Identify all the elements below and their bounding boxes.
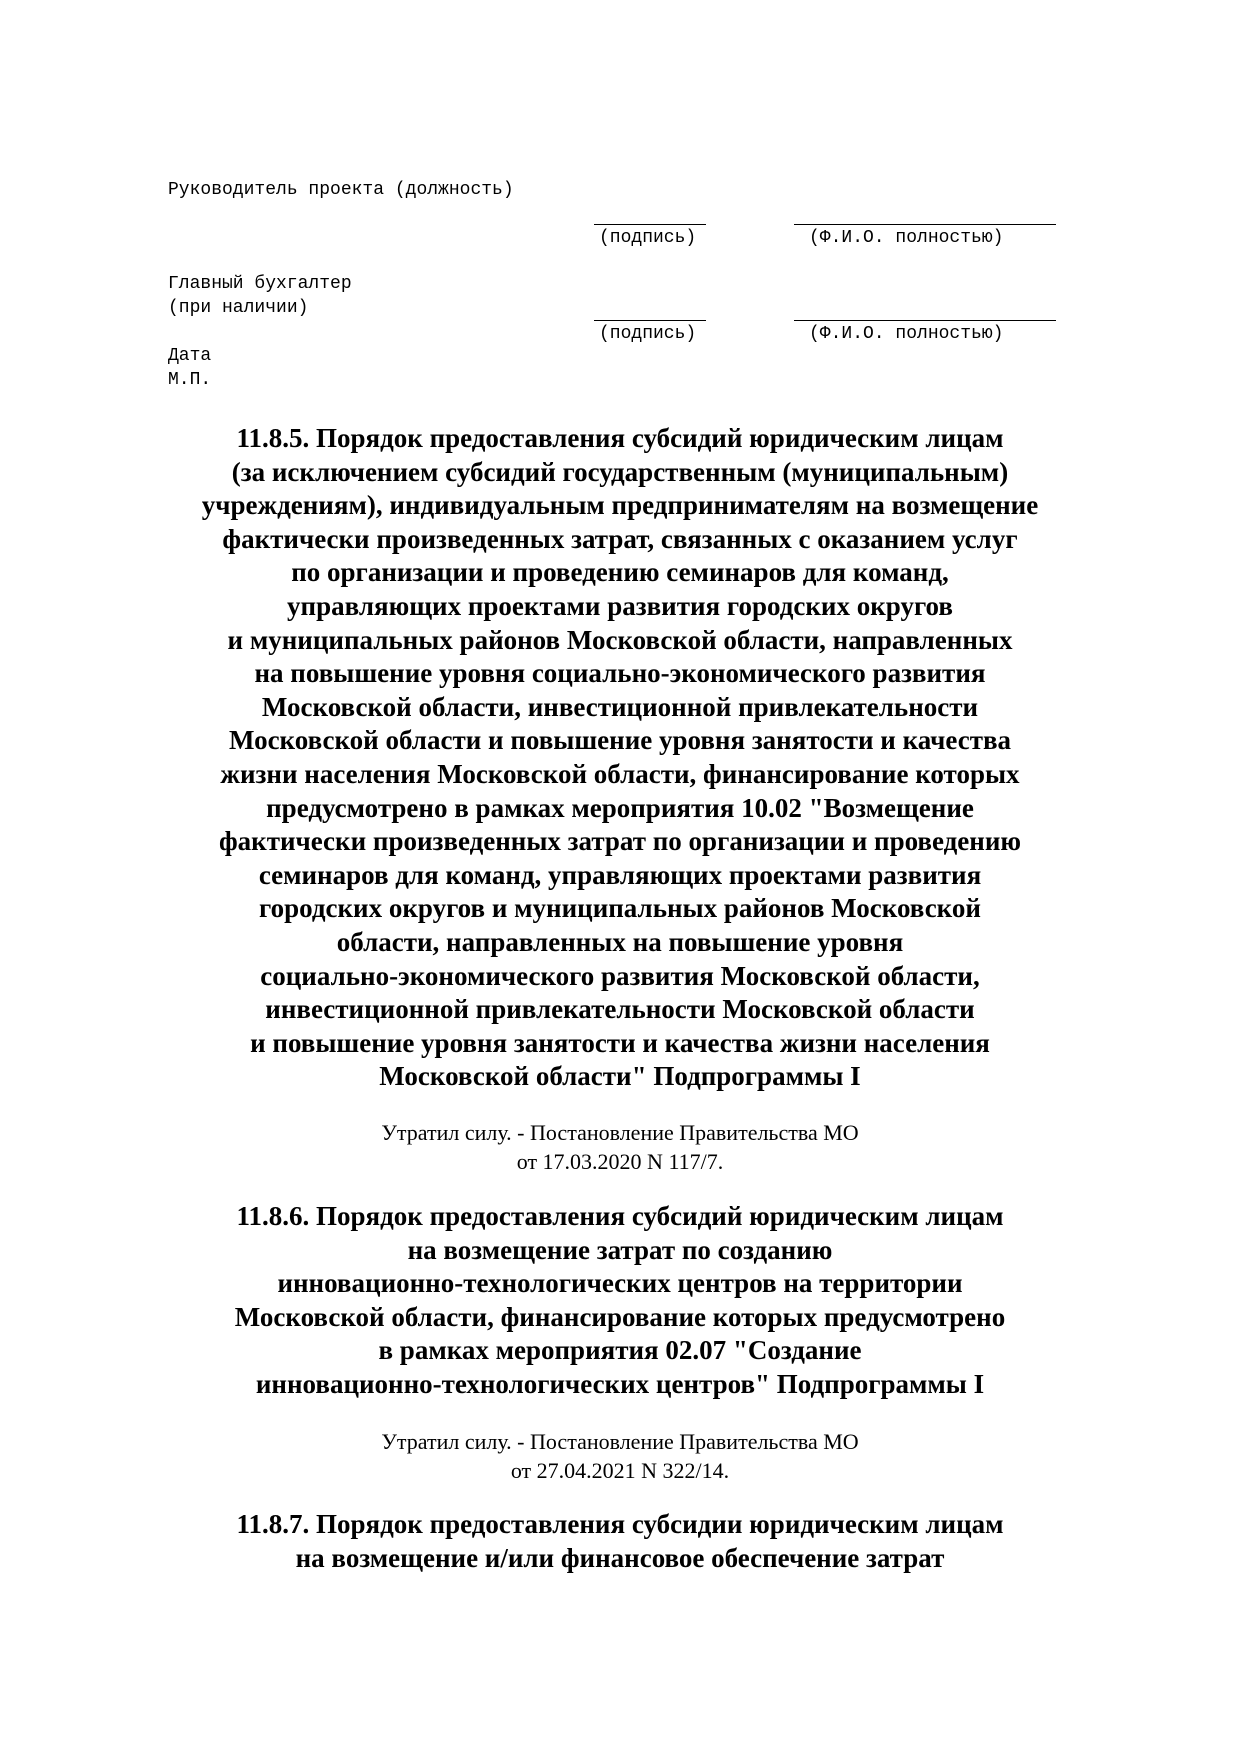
- heading-line: жизни населения Московской области, финансирование которых: [220, 758, 1020, 789]
- heading-line: социально-экономического развития Московской области,: [260, 960, 980, 991]
- project-head-signature-caption: (подпись): [599, 228, 697, 248]
- heading-line: инвестиционной привлекательности Московской области: [265, 994, 975, 1025]
- heading-line: и повышение уровня занятости и качества жизни населения: [250, 1027, 990, 1058]
- section-11-8-5-repeal-note: [150, 1118, 1090, 1176]
- heading-line: фактически произведенных затрат по организации и проведению: [218, 826, 1022, 857]
- chief-accountant-signature-caption: (подпись): [599, 324, 697, 344]
- project-head-signature-line: [594, 224, 706, 225]
- heading-line: области, направленных на повышение уровня: [336, 926, 904, 957]
- heading-line: 11.8.7. Порядок предоставления субсидии юридическим лицам: [236, 1509, 1004, 1539]
- section-11-8-6-heading: [150, 1200, 1090, 1402]
- chief-accountant-label: Главный бухгалтер: [168, 274, 352, 294]
- heading-line: инновационно-технологических центров" Подпрограммы I: [255, 1368, 985, 1399]
- heading-line: семинаров для команд, управляющих проектами развития: [258, 859, 982, 890]
- stamp-label: М.П.: [168, 370, 212, 390]
- heading-line: предусмотрено в рамках мероприятия 10.02 "Возмещение: [266, 792, 974, 823]
- chief-accountant-signature-line: [594, 320, 706, 321]
- heading-line: на возмещение и/или финансовое обеспечение затрат: [295, 1542, 945, 1573]
- note-line: от 17.03.2020 N 117/7.: [516, 1149, 724, 1174]
- heading-line: по организации и проведению семинаров для команд,: [291, 557, 949, 588]
- heading-line: в рамках мероприятия 02.07 "Создание: [378, 1335, 862, 1366]
- heading-line: 11.8.5. Порядок предоставления субсидий юридическим лицам: [236, 423, 1004, 453]
- chief-accountant-note: (при наличии): [168, 298, 309, 318]
- heading-line: Московской области, финансирование которых предусмотрено: [234, 1301, 1006, 1332]
- note-line: Утратил силу. - Постановление Правительства МО: [381, 1429, 859, 1454]
- project-head-fullname-line: [794, 224, 1056, 225]
- heading-line: учреждениям), индивидуальным предпринимателям на возмещение: [201, 490, 1039, 521]
- heading-line: фактически произведенных затрат, связанных с оказанием услуг: [222, 523, 1018, 554]
- heading-line: инновационно-технологических центров на территории: [277, 1268, 963, 1299]
- chief-accountant-fullname-caption: (Ф.И.О. полностью): [809, 324, 1004, 344]
- section-11-8-6-repeal-note: [150, 1427, 1090, 1485]
- heading-line: (за исключением субсидий государственным (муниципальным): [231, 456, 1009, 487]
- note-line: от 27.04.2021 N 322/14.: [510, 1458, 730, 1483]
- heading-line: Московской области и повышение уровня занятости и качества: [228, 725, 1012, 756]
- project-head-label: Руководитель проекта (должность): [168, 180, 514, 200]
- date-label: Дата: [168, 346, 212, 366]
- heading-line: управляющих проектами развития городских округов: [287, 590, 953, 621]
- note-line: Утратил силу. - Постановление Правительства МО: [381, 1120, 859, 1145]
- section-11-8-5-heading: [150, 422, 1090, 1094]
- heading-line: на возмещение затрат по созданию: [407, 1234, 833, 1265]
- heading-line: и муниципальных районов Московской области, направленных: [227, 624, 1013, 655]
- section-11-8-7-heading: [150, 1508, 1090, 1575]
- heading-line: 11.8.6. Порядок предоставления субсидий юридическим лицам: [236, 1201, 1004, 1231]
- chief-accountant-fullname-line: [794, 320, 1056, 321]
- heading-line: Московской области" Подпрограммы I: [379, 1061, 861, 1092]
- heading-line: городских округов и муниципальных районов Московской: [259, 893, 981, 924]
- heading-line: Московской области, инвестиционной привлекательности: [261, 691, 979, 722]
- project-head-fullname-caption: (Ф.И.О. полностью): [809, 228, 1004, 248]
- heading-line: на повышение уровня социально-экономического развития: [254, 658, 986, 689]
